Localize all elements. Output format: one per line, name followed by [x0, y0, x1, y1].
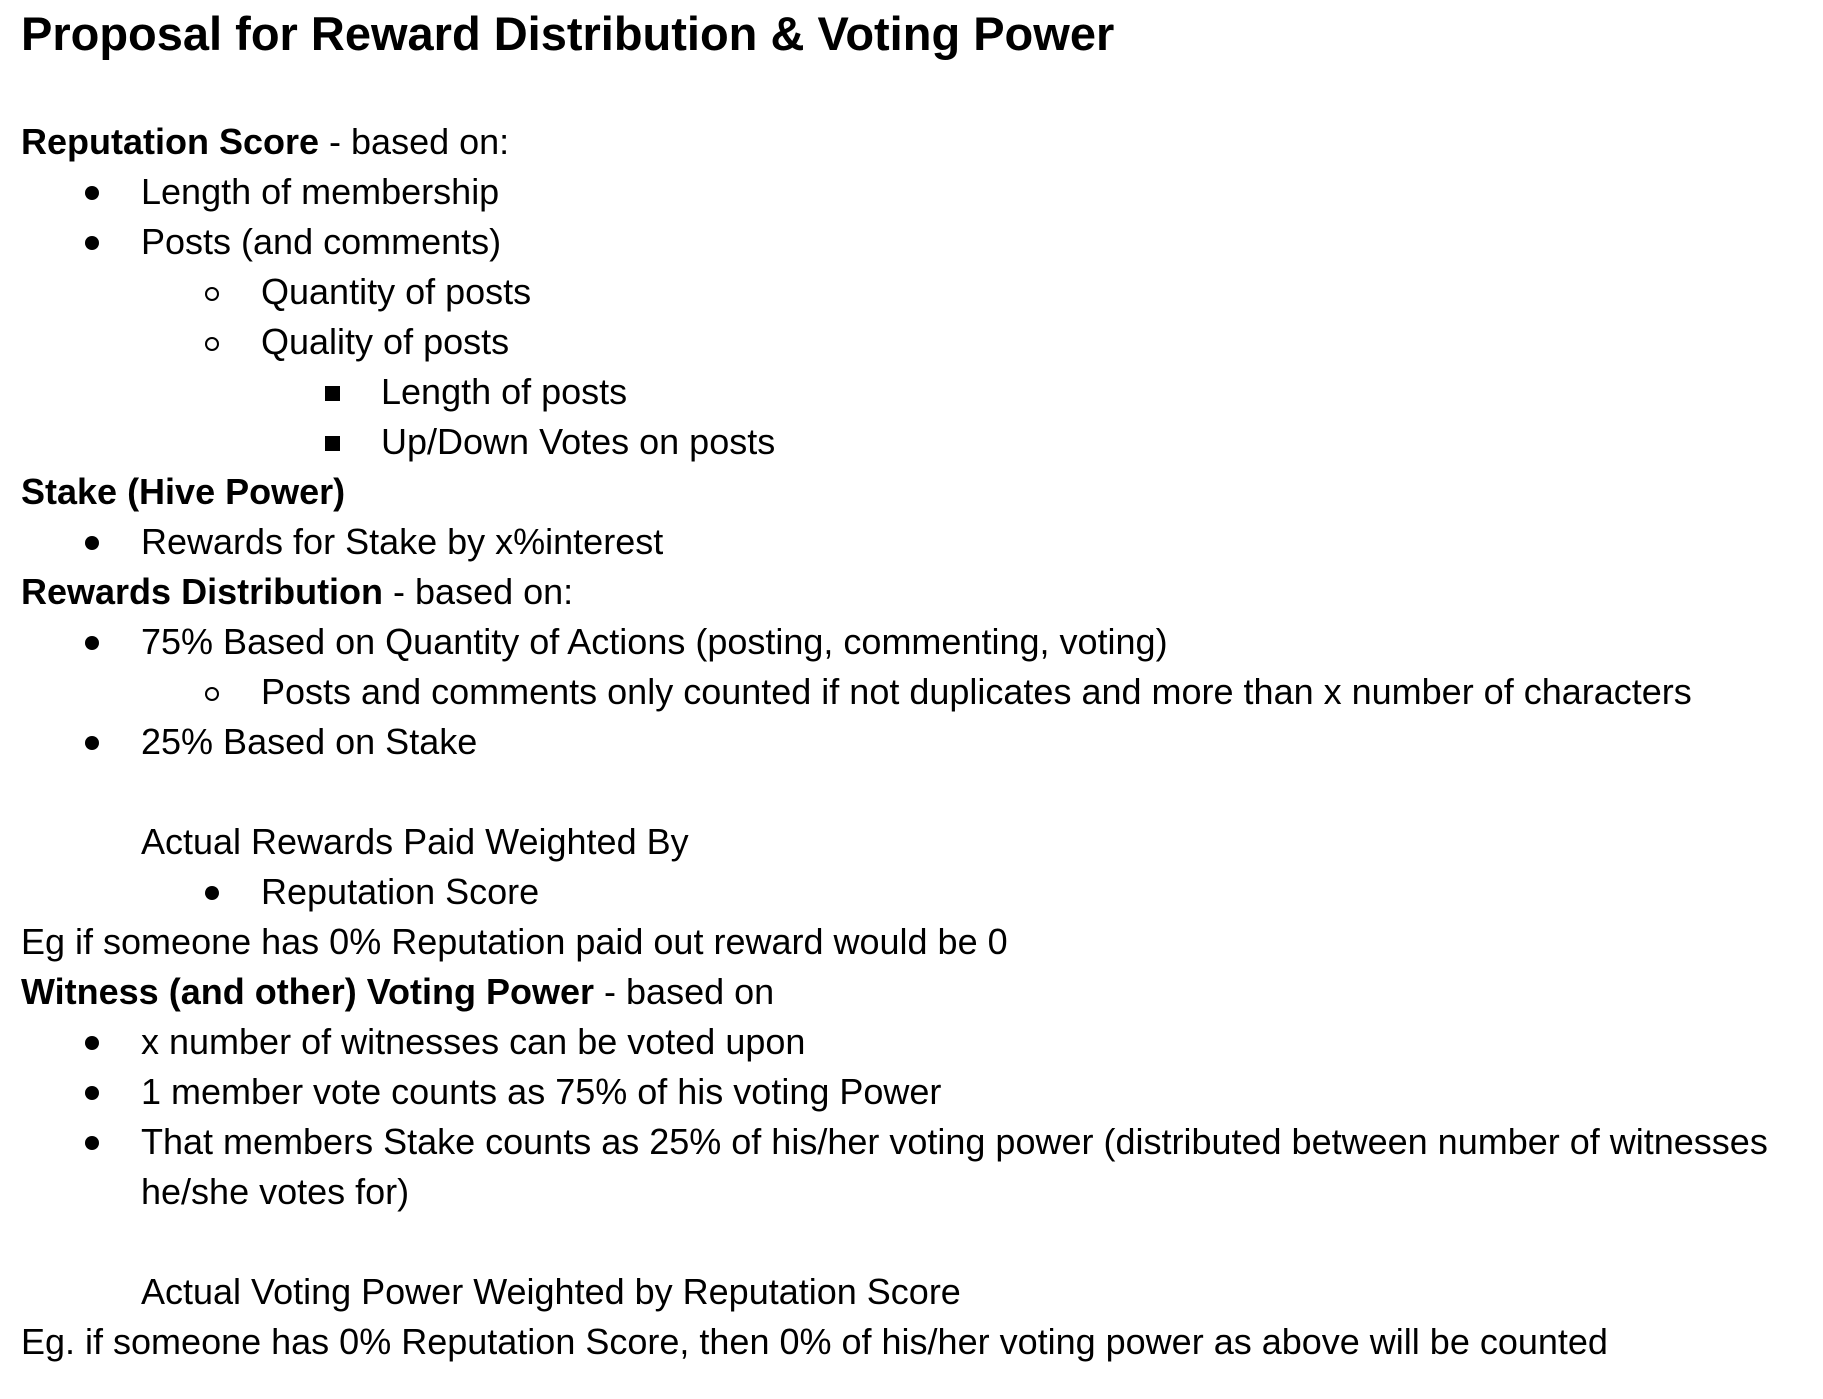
- list-item: Length of membership: [141, 171, 500, 212]
- bullet-square-icon: [325, 436, 340, 451]
- witness-heading-line: [21, 967, 774, 1017]
- list-item: Posts and comments only counted if not duplicates and more than x number of characters: [261, 671, 1692, 712]
- witness-suffix: - based on: [594, 971, 775, 1012]
- bullet-circle-icon: [205, 337, 219, 351]
- stake-heading: Stake (Hive Power): [21, 471, 346, 512]
- bullet-disc-icon: [85, 536, 99, 550]
- list-item: Up/Down Votes on posts: [381, 421, 776, 462]
- list-item: Quality of posts: [261, 321, 510, 362]
- witness-example: Eg. if someone has 0% Reputation Score, then 0% of his/her voting power as above will be counted: [21, 1321, 1608, 1362]
- list-item: Reputation Score: [261, 871, 540, 912]
- rewards-heading-line: [21, 567, 573, 617]
- bullet-disc-icon: [85, 736, 99, 750]
- bullet-disc-icon: [85, 1136, 99, 1150]
- bullet-circle-icon: [205, 287, 219, 301]
- bullet-disc-icon: [85, 636, 99, 650]
- rewards-example: Eg if someone has 0% Reputation paid out reward would be 0: [21, 921, 1008, 962]
- bullet-disc-icon: [85, 186, 99, 200]
- rewards-weighted-label: Actual Rewards Paid Weighted By: [141, 821, 689, 862]
- witness-weighted-label: Actual Voting Power Weighted by Reputation Score: [141, 1271, 961, 1312]
- list-item: 1 member vote counts as 75% of his voting Power: [141, 1071, 942, 1112]
- document-title: Proposal for Reward Distribution & Voting Power: [21, 7, 1115, 60]
- list-item: That members Stake counts as 25% of his/her voting power (distributed between number of witnesses: [141, 1121, 1768, 1162]
- list-item: Posts (and comments): [141, 221, 502, 262]
- bullet-disc-icon: [85, 1036, 99, 1050]
- witness-heading: Witness (and other) Voting Power: [21, 971, 595, 1012]
- bullet-disc-icon: [85, 236, 99, 250]
- rewards-heading: Rewards Distribution: [21, 571, 384, 612]
- list-item: 75% Based on Quantity of Actions (posting, commenting, voting): [141, 621, 1168, 662]
- reputation-suffix: - based on:: [319, 121, 510, 162]
- bullet-disc-icon: [85, 1086, 99, 1100]
- list-item: 25% Based on Stake: [141, 721, 478, 762]
- rewards-suffix: - based on:: [383, 571, 574, 612]
- bullet-circle-icon: [205, 687, 219, 701]
- reputation-heading-line: [21, 117, 509, 167]
- bullet-square-icon: [325, 386, 340, 401]
- list-item: Length of posts: [381, 371, 628, 412]
- list-item: x number of witnesses can be voted upon: [141, 1021, 806, 1062]
- bullet-disc-icon: [205, 886, 219, 900]
- list-item-continuation: he/she votes for): [141, 1171, 410, 1212]
- list-item: Rewards for Stake by x%interest: [141, 521, 664, 562]
- reputation-heading: Reputation Score: [21, 121, 320, 162]
- list-item: Quantity of posts: [261, 271, 532, 312]
